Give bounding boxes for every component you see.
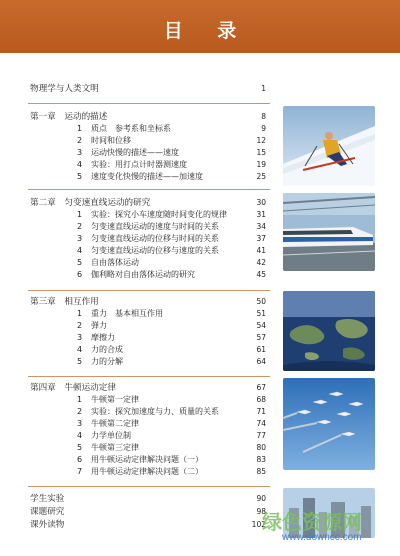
section-page: 61 — [256, 345, 266, 354]
section-page: 12 — [256, 136, 266, 145]
section-title[interactable]: 用牛顿运动定律解决问题（二） — [91, 467, 203, 476]
section-page: 77 — [256, 431, 266, 440]
page-title: 目 录 — [163, 20, 251, 42]
section-title[interactable]: 力学单位制 — [91, 431, 131, 440]
section-number: 1 — [77, 210, 83, 219]
toc-intro-title[interactable]: 物理学与人类文明 — [30, 84, 99, 94]
chapter-divider — [28, 189, 270, 190]
section-title[interactable]: 牛顿第一定律 — [91, 395, 139, 404]
section-page: 85 — [256, 467, 266, 476]
section-title[interactable]: 运动快慢的描述——速度 — [91, 148, 179, 157]
section-title[interactable]: 力的合成 — [91, 345, 123, 354]
section-title[interactable]: 时间和位移 — [91, 136, 131, 145]
section-number: 5 — [77, 443, 83, 452]
section-title[interactable]: 匀变速直线运动的位移与速度的关系 — [91, 246, 219, 255]
section-number: 6 — [77, 270, 83, 279]
section-number: 3 — [77, 148, 83, 157]
jets-photo — [283, 378, 375, 470]
appendix-experiments[interactable]: 学生实验 — [30, 494, 65, 504]
appendix-page: 90 — [256, 494, 266, 503]
section-page: 34 — [256, 222, 266, 231]
section-title[interactable]: 质点 参考系和坐标系 — [91, 124, 171, 133]
section-number: 7 — [77, 467, 83, 476]
section-number: 5 — [77, 172, 83, 181]
chapter-2-title[interactable]: 第二章 匀变速直线运动的研究 — [30, 198, 151, 208]
section-number: 6 — [77, 455, 83, 464]
section-number: 2 — [77, 321, 83, 330]
appendix-page: 102 — [251, 520, 266, 529]
section-number: 2 — [77, 407, 83, 416]
section-title[interactable]: 牛顿第二定律 — [91, 419, 139, 428]
section-page: 80 — [256, 443, 266, 452]
section-page: 9 — [261, 124, 266, 133]
section-number: 2 — [77, 222, 83, 231]
section-number: 5 — [77, 258, 83, 267]
section-title[interactable]: 实验：探究小车速度随时间变化的规律 — [91, 210, 227, 219]
section-page: 74 — [256, 419, 266, 428]
train-photo — [283, 193, 375, 271]
section-title[interactable]: 速度变化快慢的描述——加速度 — [91, 172, 203, 181]
section-title[interactable]: 实验：用打点计时器测速度 — [91, 160, 187, 169]
section-number: 3 — [77, 333, 83, 342]
section-number: 1 — [77, 124, 83, 133]
chapter-3-title[interactable]: 第三章 相互作用 — [30, 297, 99, 307]
chapter-4-page: 67 — [256, 383, 266, 392]
section-page: 68 — [256, 395, 266, 404]
section-number: 3 — [77, 234, 83, 243]
section-page: 57 — [256, 333, 266, 342]
section-page: 64 — [256, 357, 266, 366]
watermark-brand: 绿色资源网 — [262, 510, 362, 534]
section-number: 4 — [77, 431, 83, 440]
section-title[interactable]: 匀变速直线运动的速度与时间的关系 — [91, 222, 219, 231]
chapter-4-title[interactable]: 第四章 牛顿运动定律 — [30, 383, 116, 393]
section-page: 42 — [256, 258, 266, 267]
section-page: 25 — [256, 172, 266, 181]
section-page: 19 — [256, 160, 266, 169]
section-title[interactable]: 力的分解 — [91, 357, 123, 366]
section-title[interactable]: 实验：探究加速度与力、质量的关系 — [91, 407, 219, 416]
section-page: 54 — [256, 321, 266, 330]
section-title[interactable]: 摩擦力 — [91, 333, 115, 342]
chapter-3-page: 50 — [256, 297, 266, 306]
section-title[interactable]: 自由落体运动 — [91, 258, 139, 267]
section-page: 31 — [256, 210, 266, 219]
chapter-divider — [28, 376, 270, 377]
section-page: 45 — [256, 270, 266, 279]
section-number: 4 — [77, 345, 83, 354]
appendix-page: 98 — [256, 507, 266, 516]
section-number: 1 — [77, 395, 83, 404]
section-title[interactable]: 用牛顿运动定律解决问题（一） — [91, 455, 203, 464]
header-banner — [0, 0, 400, 53]
section-page: 51 — [256, 309, 266, 318]
chapter-1-page: 8 — [261, 112, 266, 121]
section-number: 2 — [77, 136, 83, 145]
chapter-2-page: 30 — [256, 198, 266, 207]
section-title[interactable]: 弹力 — [91, 321, 107, 330]
section-page: 83 — [256, 455, 266, 464]
section-number: 1 — [77, 309, 83, 318]
section-number: 3 — [77, 419, 83, 428]
skier-photo — [283, 106, 375, 186]
section-title[interactable]: 伽利略对自由落体运动的研究 — [91, 270, 195, 279]
watermark-url: www.downcc.com — [282, 532, 362, 543]
section-title[interactable]: 重力 基本相互作用 — [91, 309, 163, 318]
section-page: 71 — [256, 407, 266, 416]
section-page: 37 — [256, 234, 266, 243]
coast-photo — [283, 291, 375, 371]
chapter-divider — [28, 290, 270, 291]
section-number: 5 — [77, 357, 83, 366]
section-number: 4 — [77, 160, 83, 169]
chapter-divider — [28, 103, 270, 104]
chapter-1-title[interactable]: 第一章 运动的描述 — [30, 112, 108, 122]
toc-intro-page: 1 — [261, 84, 266, 93]
section-title[interactable]: 匀变速直线运动的位移与时间的关系 — [91, 234, 219, 243]
section-title[interactable]: 牛顿第三定律 — [91, 443, 139, 452]
section-page: 41 — [256, 246, 266, 255]
appendix-divider — [28, 486, 270, 487]
appendix-readings[interactable]: 课外读物 — [30, 520, 65, 530]
section-number: 4 — [77, 246, 83, 255]
section-page: 15 — [256, 148, 266, 157]
appendix-projects[interactable]: 课题研究 — [30, 507, 65, 517]
